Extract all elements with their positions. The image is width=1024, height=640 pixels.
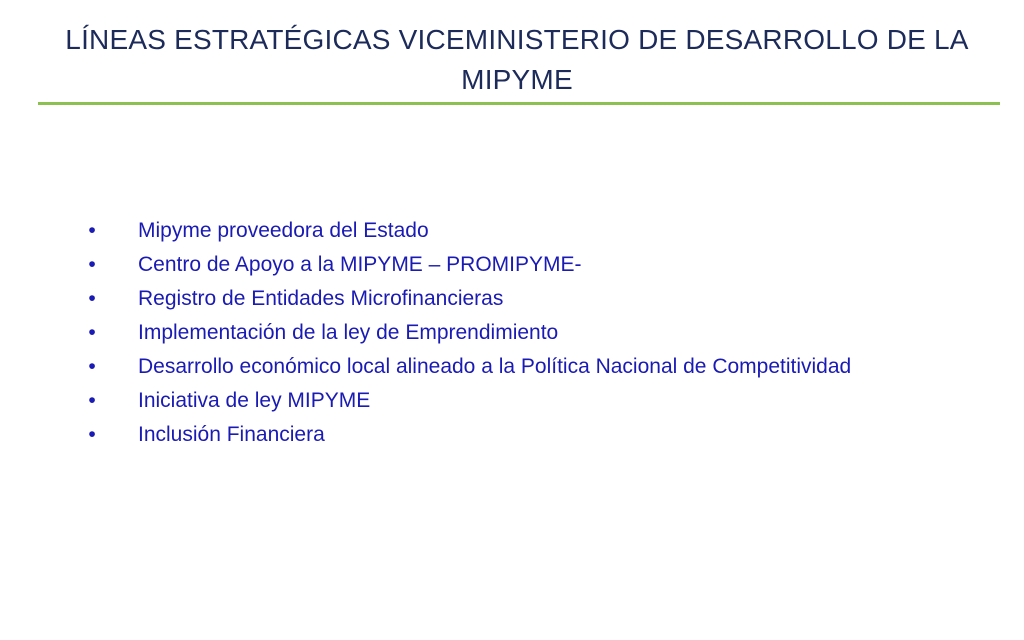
bullet-icon: • xyxy=(88,355,96,378)
strategic-lines-list xyxy=(82,214,898,452)
list-item xyxy=(82,384,898,418)
bullet-icon: • xyxy=(88,287,96,310)
list-item xyxy=(82,214,898,248)
list-item-text: Centro de Apoyo a la MIPYME – PROMIPYME- xyxy=(138,253,582,276)
slide-title: LÍNEAS ESTRATÉGICAS VICEMINISTERIO DE DESARROLLO DE LA MIPYME xyxy=(65,24,969,95)
title-divider xyxy=(38,102,1000,105)
list-item-text: Mipyme proveedora del Estado xyxy=(138,219,429,242)
list-item-text: Implementación de la ley de Emprendimiento xyxy=(138,321,559,344)
bullet-icon: • xyxy=(88,423,96,446)
list-item xyxy=(82,350,898,384)
bullet-icon: • xyxy=(88,321,96,344)
bullet-icon: • xyxy=(88,219,96,242)
list-item xyxy=(82,316,898,350)
list-item xyxy=(82,418,898,452)
bullet-icon: • xyxy=(88,253,96,276)
list-item xyxy=(82,248,898,282)
list-item-text: Desarrollo económico local alineado a la Política Nacional de Competitividad xyxy=(138,355,852,378)
list-item-text: Registro de Entidades Microfinancieras xyxy=(138,287,504,310)
list-item-text: Inclusión Financiera xyxy=(138,423,325,446)
bullet-icon: • xyxy=(88,389,96,412)
list-item xyxy=(82,282,898,316)
list-item-text: Iniciativa de ley MIPYME xyxy=(138,389,371,412)
